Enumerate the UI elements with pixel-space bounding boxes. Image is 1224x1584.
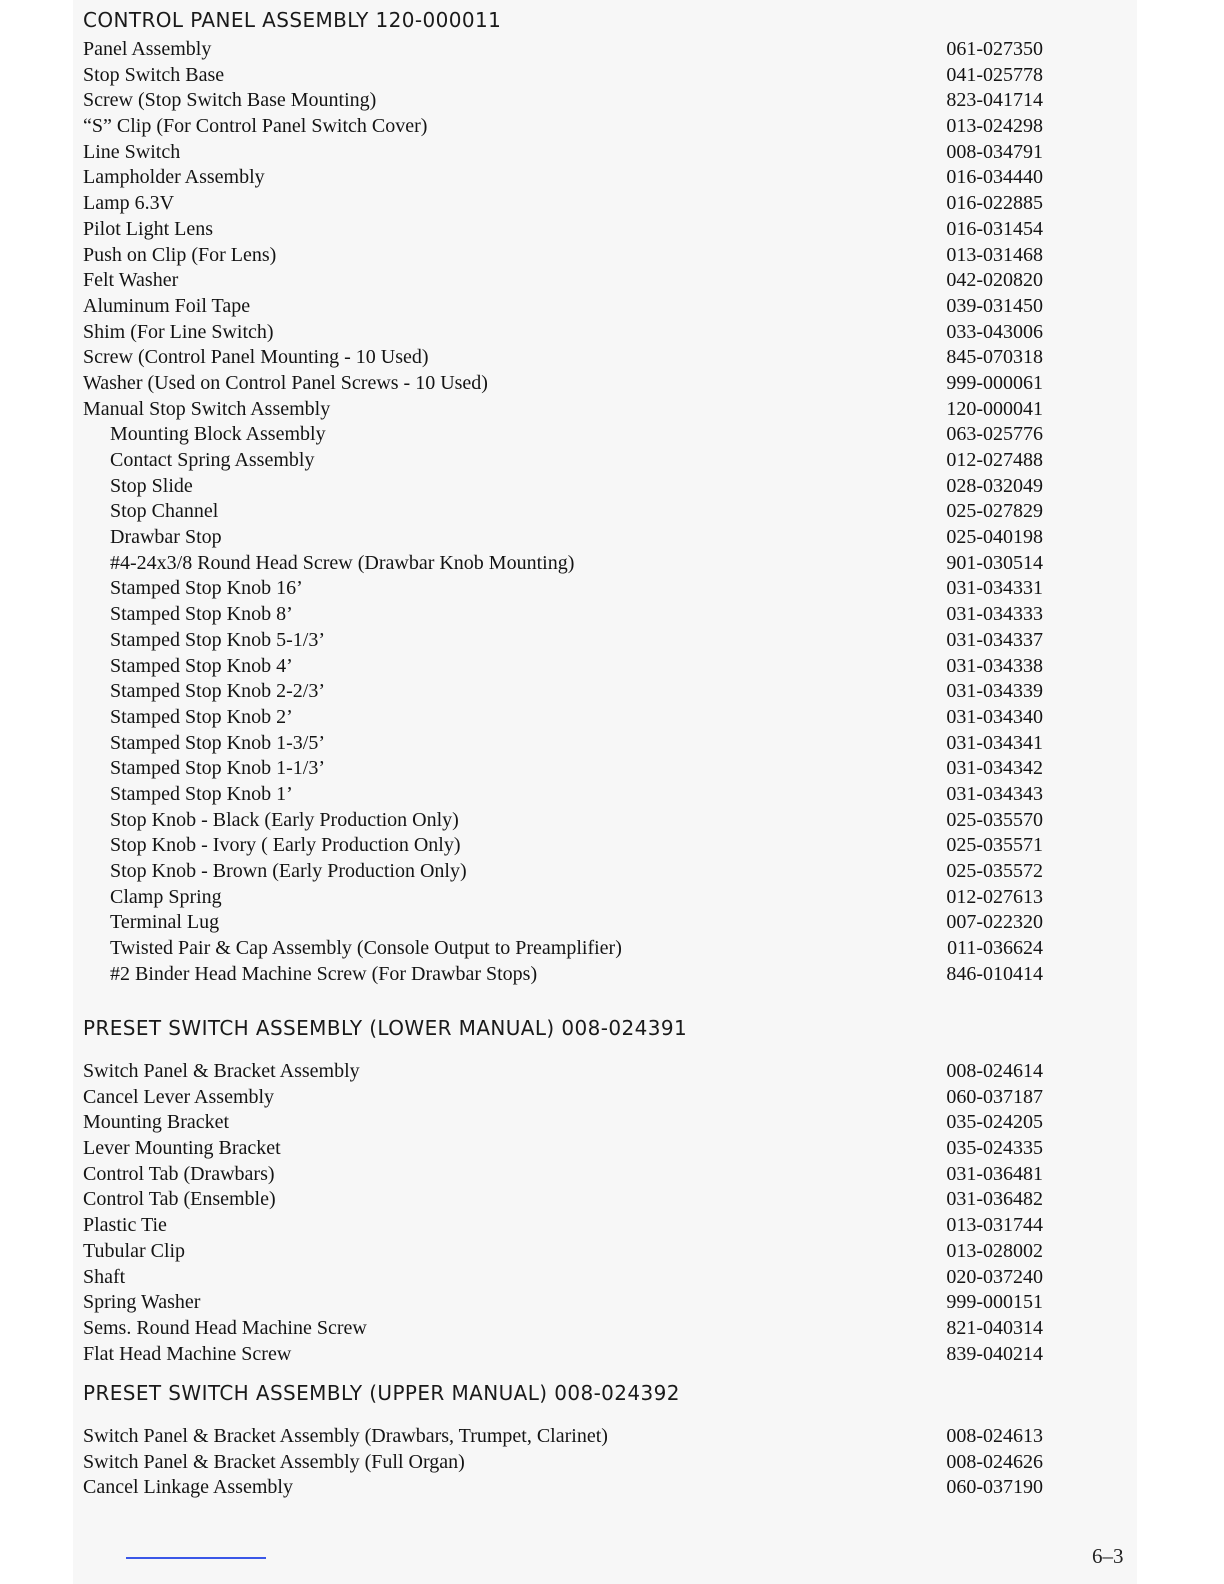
part-number: 012-027488 — [946, 449, 1043, 471]
part-number: 025-027829 — [946, 500, 1043, 523]
parts-list-row — [83, 936, 1043, 962]
parts-list-row — [83, 1316, 1043, 1342]
parts-list-row — [83, 525, 1043, 551]
part-description: Shaft — [83, 1265, 126, 1288]
part-description: Stamped Stop Knob 1’ — [110, 782, 293, 805]
part-number: 999-000061 — [946, 371, 1043, 394]
part-number: 031-034340 — [946, 705, 1043, 728]
part-description: Washer (Used on Control Panel Screws - 10 Used) — [83, 371, 488, 394]
part-number: 028-032049 — [946, 474, 1043, 497]
section-preset-switch-upper-manual — [83, 1378, 1043, 1501]
part-description: Stop Knob - Black (Early Production Only) — [110, 808, 459, 831]
section-control-panel-assembly — [83, 5, 1043, 987]
part-number: 061-027350 — [946, 38, 1043, 60]
parts-list-row — [83, 756, 1043, 782]
part-description: Mounting Bracket — [83, 1111, 230, 1134]
part-number: 039-031450 — [946, 294, 1043, 317]
part-description: Pilot Light Lens — [83, 217, 213, 240]
parts-list-row — [83, 88, 1043, 114]
page-number: 6–3 — [1092, 1544, 1124, 1568]
part-number: 035-024205 — [946, 1111, 1043, 1134]
part-number: 041-025778 — [946, 63, 1043, 86]
parts-list-row — [83, 371, 1043, 397]
part-number: 016-031454 — [946, 217, 1043, 240]
part-number: 025-035570 — [946, 808, 1043, 831]
part-description: Lever Mounting Bracket — [83, 1137, 281, 1160]
part-description: Screw (Stop Switch Base Mounting) — [83, 89, 377, 112]
part-description: Twisted Pair & Cap Assembly (Console Output to Preamplifier) — [110, 937, 622, 960]
part-number: 025-035572 — [946, 860, 1043, 882]
parts-list-row — [83, 268, 1043, 294]
part-description: Cancel Lever Assembly — [83, 1085, 275, 1108]
part-number: 013-024298 — [946, 115, 1043, 138]
parts-list-row — [83, 1136, 1043, 1162]
part-description: Mounting Block Assembly — [110, 423, 326, 446]
part-description: Control Tab (Ensemble) — [83, 1188, 276, 1211]
part-description: Stamped Stop Knob 16’ — [110, 577, 303, 600]
part-number: 031-034338 — [946, 654, 1043, 677]
parts-list-row — [83, 654, 1043, 680]
part-description: Panel Assembly — [83, 38, 212, 60]
parts-list-row — [83, 551, 1043, 577]
part-description: Stamped Stop Knob 2-2/3’ — [110, 680, 325, 703]
parts-list-row — [83, 1265, 1043, 1291]
part-number: 025-040198 — [946, 526, 1043, 549]
section-title: PRESET SWITCH ASSEMBLY (UPPER MANUAL) 008-024392 — [83, 1381, 680, 1405]
part-number: 821-040314 — [946, 1316, 1043, 1339]
part-description: Switch Panel & Bracket Assembly — [83, 1060, 360, 1082]
page-margin — [1137, 0, 1224, 1584]
part-number: 013-031468 — [946, 243, 1043, 266]
part-number: 031-036482 — [946, 1188, 1043, 1211]
parts-list-row — [83, 782, 1043, 808]
part-description: “S” Clip (For Control Panel Switch Cover) — [83, 115, 428, 138]
part-number: 031-034339 — [946, 680, 1043, 703]
parts-list-row — [83, 910, 1043, 936]
part-description: Stamped Stop Knob 1-1/3’ — [110, 757, 325, 780]
part-number: 031-034331 — [946, 577, 1043, 600]
part-number: 008-024626 — [946, 1450, 1043, 1473]
part-number: 008-024613 — [946, 1425, 1043, 1447]
parts-list-row — [83, 1475, 1043, 1501]
part-description: Stop Knob - Brown (Early Production Only) — [110, 860, 467, 882]
part-description: Stop Slide — [110, 474, 193, 497]
part-number: 031-034333 — [946, 603, 1043, 626]
parts-list-row — [83, 191, 1043, 217]
parts-list-row — [83, 731, 1043, 757]
parts-list-row — [83, 1162, 1043, 1188]
parts-list-row — [83, 1424, 1043, 1450]
parts-list-row — [83, 474, 1043, 500]
part-number: 063-025776 — [946, 423, 1043, 446]
part-description: Stamped Stop Knob 5-1/3’ — [110, 628, 325, 651]
parts-list-row — [83, 140, 1043, 166]
parts-list-row — [83, 345, 1043, 371]
parts-list-row — [83, 397, 1043, 423]
parts-list-row — [83, 320, 1043, 346]
part-description: Push on Clip (For Lens) — [83, 243, 277, 266]
part-number: 060-037190 — [946, 1476, 1043, 1499]
parts-list-row — [83, 859, 1043, 885]
part-description: Stamped Stop Knob 8’ — [110, 603, 293, 626]
part-number: 013-028002 — [946, 1239, 1043, 1262]
part-description: Felt Washer — [83, 269, 179, 292]
parts-list-row — [83, 602, 1043, 628]
part-number: 016-022885 — [946, 192, 1043, 215]
part-number: 012-027613 — [946, 885, 1043, 908]
part-description: Shim (For Line Switch) — [83, 320, 274, 343]
parts-list-row — [83, 37, 1043, 63]
part-number: 999-000151 — [946, 1291, 1043, 1314]
part-number: 033-043006 — [946, 320, 1043, 343]
parts-list-row — [83, 243, 1043, 269]
parts-list-row — [83, 576, 1043, 602]
parts-list-row — [83, 628, 1043, 654]
parts-list-row — [83, 294, 1043, 320]
part-description: #2 Binder Head Machine Screw (For Drawbar Stops) — [110, 962, 538, 985]
parts-list-row — [83, 808, 1043, 834]
part-number: 011-036624 — [947, 937, 1043, 960]
parts-list-row — [83, 1187, 1043, 1213]
parts-list-row — [83, 165, 1043, 191]
parts-list-row — [83, 1059, 1043, 1085]
parts-list-row — [83, 705, 1043, 731]
parts-list-row — [83, 499, 1043, 525]
part-number: 031-034342 — [946, 757, 1043, 780]
parts-list-row — [83, 962, 1043, 988]
part-description: Lamp 6.3V — [83, 192, 175, 215]
part-number: 839-040214 — [946, 1342, 1043, 1365]
part-description: Stamped Stop Knob 2’ — [110, 705, 293, 728]
part-description: Sems. Round Head Machine Screw — [83, 1316, 367, 1339]
part-number: 035-024335 — [946, 1137, 1043, 1160]
part-number: 120-000041 — [946, 397, 1043, 420]
part-description: Manual Stop Switch Assembly — [83, 397, 331, 420]
part-description: Stop Channel — [110, 500, 219, 523]
parts-list-row — [83, 1450, 1043, 1476]
part-description: Flat Head Machine Screw — [83, 1342, 292, 1365]
parts-list-row — [83, 217, 1043, 243]
parts-list-row — [83, 1239, 1043, 1265]
parts-list-row — [83, 885, 1043, 911]
section-title: CONTROL PANEL ASSEMBLY 120-000011 — [83, 8, 502, 32]
parts-list-row — [83, 1213, 1043, 1239]
part-description: Cancel Linkage Assembly — [83, 1476, 293, 1499]
part-number: 008-024614 — [946, 1060, 1043, 1082]
part-description: Stop Knob - Ivory ( Early Production Only) — [110, 834, 461, 857]
section-title: PRESET SWITCH ASSEMBLY (LOWER MANUAL) 008-024391 — [83, 1016, 688, 1040]
parts-list-row — [83, 448, 1043, 474]
part-description: Contact Spring Assembly — [110, 449, 315, 471]
part-description: Lampholder Assembly — [83, 166, 265, 189]
part-description: #4-24x3/8 Round Head Screw (Drawbar Knob Mounting) — [110, 551, 575, 574]
section-preset-switch-lower-manual — [83, 1013, 1043, 1367]
parts-list-row — [83, 679, 1043, 705]
part-description: Stop Switch Base — [83, 63, 225, 86]
part-number: 031-034337 — [946, 628, 1043, 651]
parts-list-row — [83, 1110, 1043, 1136]
parts-list-row — [83, 1290, 1043, 1316]
part-description: Screw (Control Panel Mounting - 10 Used) — [83, 346, 429, 369]
part-number: 031-036481 — [946, 1162, 1043, 1185]
part-number: 020-037240 — [946, 1265, 1043, 1288]
part-number: 007-022320 — [946, 911, 1043, 934]
parts-list-row — [83, 422, 1043, 448]
part-description: Stamped Stop Knob 1-3/5’ — [110, 731, 325, 754]
part-number: 846-010414 — [946, 962, 1043, 985]
part-description: Line Switch — [83, 140, 181, 163]
part-number: 060-037187 — [946, 1085, 1043, 1108]
part-description: Terminal Lug — [110, 911, 220, 934]
part-description: Clamp Spring — [110, 885, 222, 908]
part-number: 025-035571 — [946, 834, 1043, 857]
parts-list-row — [83, 114, 1043, 140]
part-description: Stamped Stop Knob 4’ — [110, 654, 293, 677]
part-number: 008-034791 — [946, 140, 1043, 163]
part-description: Spring Washer — [83, 1291, 201, 1314]
part-description: Drawbar Stop — [110, 526, 222, 549]
footer-link-underline — [126, 1557, 266, 1559]
part-number: 823-041714 — [946, 89, 1043, 112]
part-number: 845-070318 — [946, 346, 1043, 369]
part-number: 016-034440 — [946, 166, 1043, 189]
part-description: Tubular Clip — [83, 1239, 186, 1262]
part-description: Control Tab (Drawbars) — [83, 1162, 275, 1185]
part-number: 013-031744 — [946, 1214, 1043, 1237]
part-number: 031-034343 — [946, 782, 1043, 805]
part-description: Switch Panel & Bracket Assembly (Full Organ) — [83, 1450, 465, 1473]
part-description: Aluminum Foil Tape — [83, 294, 251, 317]
part-number: 042-020820 — [946, 269, 1043, 292]
parts-list-row — [83, 1342, 1043, 1368]
part-number: 031-034341 — [946, 731, 1043, 754]
parts-list-row — [83, 833, 1043, 859]
part-description: Plastic Tie — [83, 1214, 167, 1237]
part-description: Switch Panel & Bracket Assembly (Drawbars, Trumpet, Clarinet) — [83, 1425, 608, 1447]
parts-list-row — [83, 1085, 1043, 1111]
parts-list-row — [83, 63, 1043, 89]
part-number: 901-030514 — [946, 551, 1043, 574]
